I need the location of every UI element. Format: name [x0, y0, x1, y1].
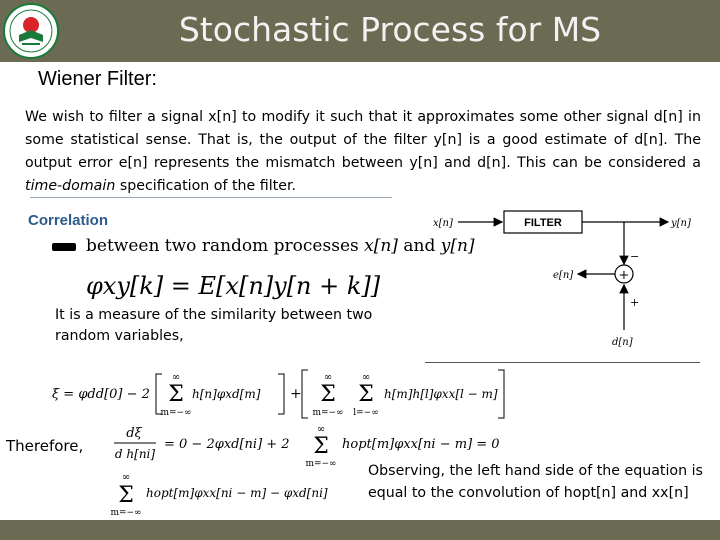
observation-text: Observing, the left hand side of the equation is equal to the convolution of hopt[n] and xx[n] [368, 463, 703, 501]
error-label: e[n] [553, 270, 574, 281]
bracket-right [278, 374, 284, 414]
process-x: x[n] [364, 236, 398, 256]
xi-term1: h[n]φxd[m] [192, 387, 261, 401]
sum2-lower-m: m=−∞ [312, 408, 344, 418]
deriv-rhs: = 0 − 2φxd[ni] + 2 [164, 437, 290, 452]
sum2-upper-m: ∞ [323, 372, 333, 383]
between-text: between two random processes [86, 236, 365, 256]
sum-upper: ∞ [171, 372, 181, 383]
correlation-description [86, 236, 475, 256]
conv-sum-symbol: Σ [118, 483, 134, 508]
measure-text: It is a measure of the similarity between two random variables, [55, 307, 373, 344]
divider [425, 362, 700, 363]
university-logo [2, 2, 60, 60]
deriv-sum-lower: m=−∞ [305, 459, 337, 468]
intro-paragraph [25, 106, 701, 198]
deriv-term: hopt[m]φxx[ni − m] = 0 [342, 437, 500, 452]
bracket2-right [498, 370, 504, 418]
sum2-upper-l: ∞ [361, 372, 371, 383]
sum-lower: m=−∞ [160, 408, 192, 418]
xi-lhs: ξ = φdd[0] − 2 [52, 387, 150, 402]
intro-text-1: We wish to filter a signal x[n] to modify it such that it approximates some other signal d[n] in some statistical sense. That is, the output of the filter y[n] is a good estimate of d[n]. The output error e[n] represents the mismatch between y[n] and d[n]. This can be considered a [25, 109, 701, 171]
conv-term: hopt[m]φxx[ni − m] − φxd[ni] [146, 486, 328, 500]
junction-plus: + [618, 268, 630, 283]
slide-title: Stochastic Process for MS [178, 10, 602, 49]
filter-label: FILTER [524, 217, 562, 229]
sum-symbol: Σ [168, 382, 184, 407]
output-label: y[n] [671, 218, 691, 229]
intro-text-2: specification of the filter. [115, 178, 296, 194]
bullet-marker [52, 243, 76, 251]
divider [30, 197, 392, 198]
plus-sign: + [630, 296, 640, 309]
section-heading: Wiener Filter: [38, 68, 157, 90]
sum2-symbol-l: Σ [358, 382, 374, 407]
input-label: x[n] [433, 218, 453, 229]
conv-sum-lower: m=−∞ [110, 508, 142, 518]
correlation-heading: Correlation [28, 212, 109, 229]
plus: + [290, 386, 302, 402]
deriv-denominator: d h[ni] [114, 447, 156, 461]
footer-bar [0, 520, 720, 540]
deriv-sum-symbol: Σ [313, 434, 329, 459]
desired-label: d[n] [612, 337, 633, 348]
minus-sign: − [630, 250, 640, 263]
bracket2-left [302, 370, 308, 418]
process-y: y[n] [440, 236, 475, 256]
correlation-equation: φxy[k] = E[x[n]y[n + k]] [86, 272, 381, 300]
and-text: and [397, 236, 441, 256]
conv-sum-upper: ∞ [121, 472, 131, 483]
deriv-numerator: dξ [126, 426, 142, 441]
therefore-label: Therefore, [6, 437, 84, 455]
sum2-lower-l: l=−∞ [353, 408, 379, 418]
intro-emphasis: time-domain [25, 178, 116, 194]
xi-term2: h[m]h[l]φxx[l − m] [384, 387, 498, 401]
convolution-equation [110, 470, 365, 518]
filter-block-diagram [428, 202, 700, 362]
sum2-symbol-m: Σ [320, 382, 336, 407]
deriv-sum-upper: ∞ [316, 424, 326, 435]
mse-equation [52, 368, 522, 420]
